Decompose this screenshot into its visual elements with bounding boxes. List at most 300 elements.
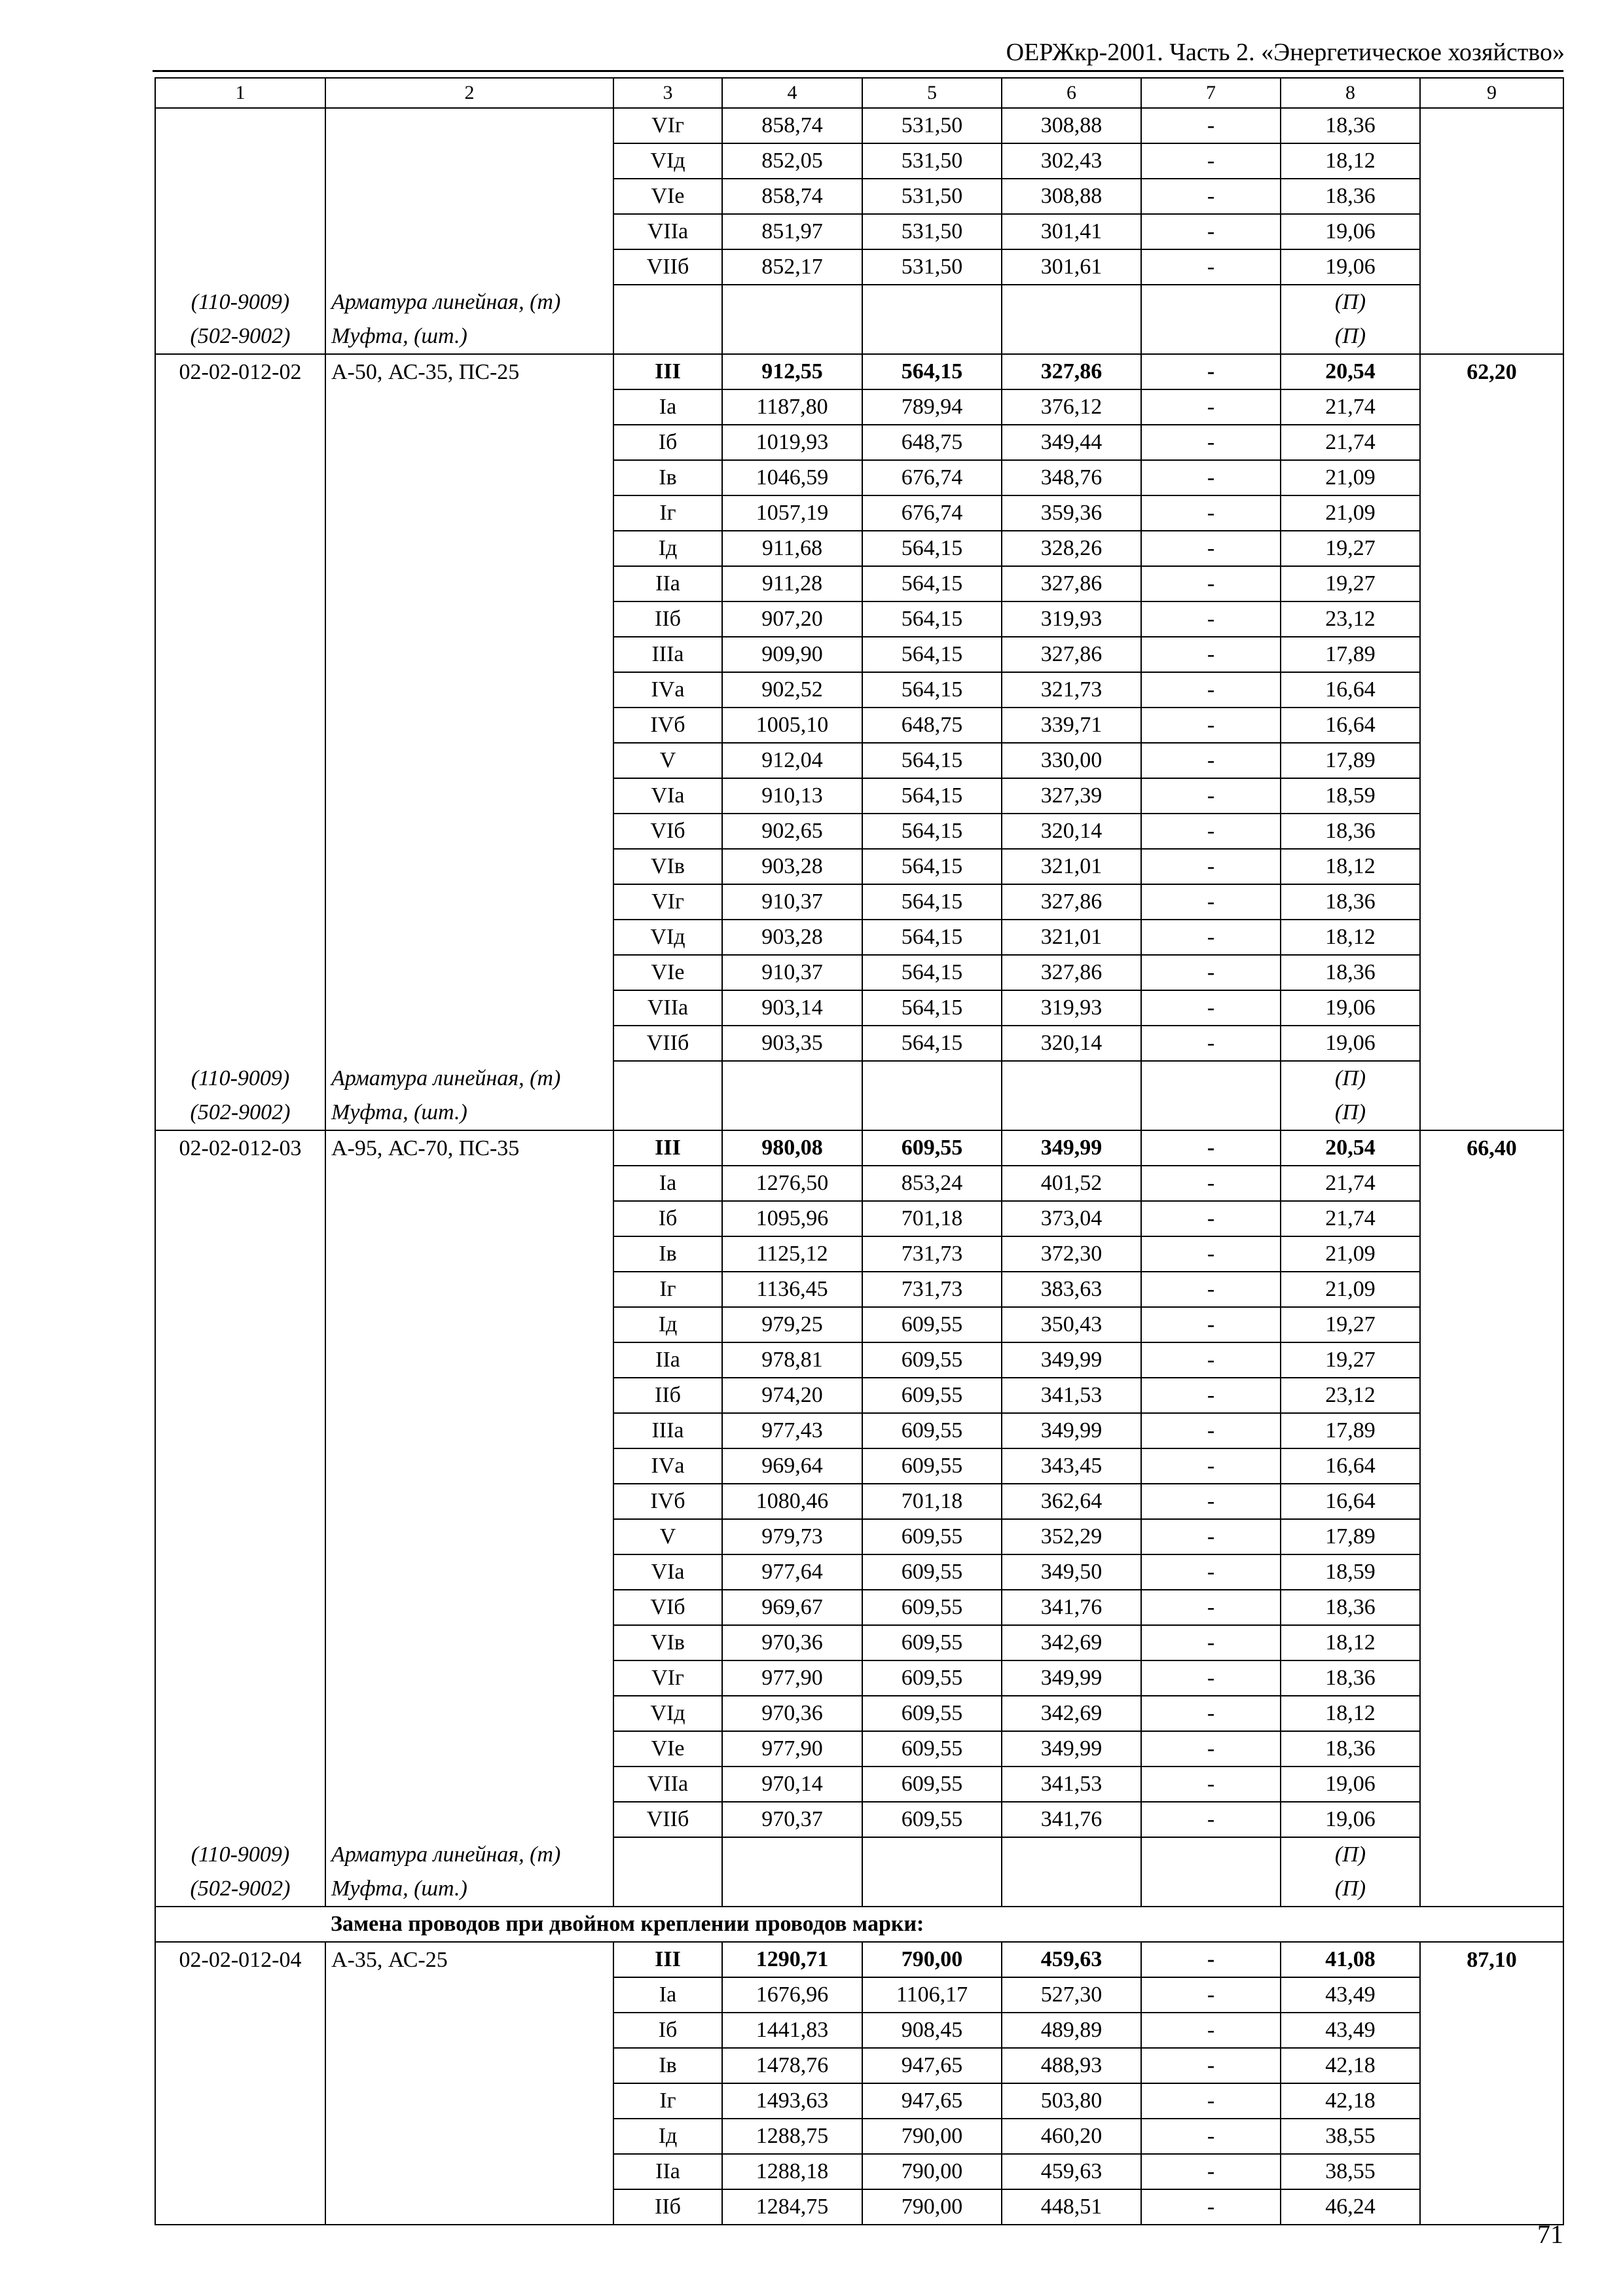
value-col-5: 789,94 xyxy=(862,389,1002,425)
note-empty-col-5 xyxy=(862,1837,1002,1872)
value-col-6: 341,53 xyxy=(1002,1378,1141,1413)
value-col-5: 609,55 xyxy=(862,1342,1002,1378)
value-col-7: - xyxy=(1141,2154,1281,2189)
value-col-6: 372,30 xyxy=(1002,1236,1141,1272)
rate-total: 62,20 xyxy=(1420,354,1563,389)
value-col-4: 903,14 xyxy=(722,990,862,1026)
name-cell xyxy=(325,637,613,672)
name-cell xyxy=(325,1519,613,1554)
total-cell xyxy=(1420,1201,1563,1236)
value-col-6: 342,69 xyxy=(1002,1696,1141,1731)
name-cell xyxy=(325,1977,613,2013)
total-cell xyxy=(1420,1342,1563,1378)
value-col-6: 319,93 xyxy=(1002,601,1141,637)
section-title-row xyxy=(155,1907,1563,1942)
region-code: Iд xyxy=(613,1307,722,1342)
code-cell xyxy=(155,495,325,531)
value-col-8: 19,27 xyxy=(1281,566,1420,601)
name-cell xyxy=(325,1554,613,1590)
code-cell xyxy=(155,2083,325,2119)
value-col-7: - xyxy=(1141,1590,1281,1625)
value-col-5: 731,73 xyxy=(862,1236,1002,1272)
code-cell xyxy=(155,2119,325,2154)
name-cell xyxy=(325,2119,613,2154)
rate-main-row xyxy=(155,1130,1563,1166)
value-col-4: 1276,50 xyxy=(722,1166,862,1201)
code-cell xyxy=(155,1413,325,1448)
table-row xyxy=(155,637,1563,672)
value-col-5: 564,15 xyxy=(862,955,1002,990)
table-row xyxy=(155,1236,1563,1272)
total-cell xyxy=(1420,249,1563,285)
resource-note-row xyxy=(155,1837,1563,1872)
value-col-5: 609,55 xyxy=(862,1802,1002,1837)
value-col-7: - xyxy=(1141,601,1281,637)
value-col-4: 911,68 xyxy=(722,531,862,566)
name-cell xyxy=(325,1448,613,1484)
value-col-8: 18,59 xyxy=(1281,1554,1420,1590)
value-col-8: 23,12 xyxy=(1281,601,1420,637)
resource-unit-type: (П) xyxy=(1281,285,1420,319)
table-row xyxy=(155,2048,1563,2083)
resource-note-row xyxy=(155,1096,1563,1130)
value-col-6: 341,76 xyxy=(1002,1802,1141,1837)
value-col-8: 18,36 xyxy=(1281,814,1420,849)
value-col-4: 1136,45 xyxy=(722,1272,862,1307)
total-cell xyxy=(1420,1413,1563,1448)
value-col-6: 503,80 xyxy=(1002,2083,1141,2119)
column-number-1: 1 xyxy=(155,78,325,108)
value-col-8: 16,64 xyxy=(1281,1448,1420,1484)
region-code: VIг xyxy=(613,1660,722,1696)
resource-note-row xyxy=(155,1061,1563,1096)
resource-code: (110-9009) xyxy=(155,1837,325,1872)
value-col-8: 18,36 xyxy=(1281,884,1420,920)
value-col-5: 947,65 xyxy=(862,2083,1002,2119)
note-empty-col-7 xyxy=(1141,1061,1281,1096)
value-col-5: 609,55 xyxy=(862,1378,1002,1413)
code-cell xyxy=(155,1977,325,2013)
total-cell xyxy=(1420,1484,1563,1519)
table-row xyxy=(155,1342,1563,1378)
code-cell xyxy=(155,179,325,214)
value-col-4: 1288,75 xyxy=(722,2119,862,2154)
value-col-8: 19,06 xyxy=(1281,990,1420,1026)
table-row xyxy=(155,108,1563,143)
region-code: IVб xyxy=(613,708,722,743)
resource-unit-type: (П) xyxy=(1281,1096,1420,1130)
note-empty-col-6 xyxy=(1002,1061,1141,1096)
name-cell xyxy=(325,1660,613,1696)
value-col-6: 321,73 xyxy=(1002,672,1141,708)
name-cell xyxy=(325,249,613,285)
column-number-row xyxy=(155,78,1563,108)
region-code: Iг xyxy=(613,495,722,531)
table-row xyxy=(155,2119,1563,2154)
resource-unit-type: (П) xyxy=(1281,1837,1420,1872)
region-code: Iа xyxy=(613,1166,722,1201)
value-col-5: 564,15 xyxy=(862,920,1002,955)
name-cell xyxy=(325,1484,613,1519)
value-col-6: 327,86 xyxy=(1002,955,1141,990)
rate-main-row xyxy=(155,354,1563,389)
value-col-6: 349,99 xyxy=(1002,1413,1141,1448)
code-cell xyxy=(155,708,325,743)
value-col-4: 1057,19 xyxy=(722,495,862,531)
name-cell xyxy=(325,708,613,743)
resource-unit-type: (П) xyxy=(1281,319,1420,354)
region-code: VIд xyxy=(613,1696,722,1731)
value-col-4: 903,28 xyxy=(722,920,862,955)
value-col-5: 609,55 xyxy=(862,1625,1002,1660)
value-col-6: 350,43 xyxy=(1002,1307,1141,1342)
total-cell xyxy=(1420,425,1563,460)
total-cell xyxy=(1420,495,1563,531)
value-col-7: - xyxy=(1141,1767,1281,1802)
value-col-4: 980,08 xyxy=(722,1130,862,1166)
code-cell xyxy=(155,214,325,249)
region-code: VIIб xyxy=(613,249,722,285)
note-empty-col-3 xyxy=(613,319,722,354)
code-cell xyxy=(155,2013,325,2048)
region-code: VIг xyxy=(613,108,722,143)
value-col-4: 902,65 xyxy=(722,814,862,849)
table-row xyxy=(155,1590,1563,1625)
code-cell xyxy=(155,249,325,285)
name-cell xyxy=(325,814,613,849)
name-cell xyxy=(325,389,613,425)
region-code: VIа xyxy=(613,778,722,814)
value-col-4: 1095,96 xyxy=(722,1201,862,1236)
value-col-6: 352,29 xyxy=(1002,1519,1141,1554)
value-col-7: - xyxy=(1141,1413,1281,1448)
code-cell xyxy=(155,1731,325,1767)
value-col-8: 38,55 xyxy=(1281,2119,1420,2154)
region-code: VIб xyxy=(613,814,722,849)
value-col-7: - xyxy=(1141,2189,1281,2225)
value-col-6: 376,12 xyxy=(1002,389,1141,425)
table-row xyxy=(155,566,1563,601)
total-cell xyxy=(1420,884,1563,920)
name-cell xyxy=(325,1590,613,1625)
value-col-7: - xyxy=(1141,1201,1281,1236)
code-cell xyxy=(155,1272,325,1307)
value-col-4: 852,17 xyxy=(722,249,862,285)
value-col-4: 970,14 xyxy=(722,1767,862,1802)
code-cell xyxy=(155,601,325,637)
header-rule xyxy=(153,70,1563,72)
code-cell xyxy=(155,1342,325,1378)
value-col-6: 321,01 xyxy=(1002,849,1141,884)
region-code: VIб xyxy=(613,1590,722,1625)
value-col-4: 910,37 xyxy=(722,884,862,920)
code-cell xyxy=(155,814,325,849)
value-col-4: 910,37 xyxy=(722,955,862,990)
name-cell xyxy=(325,2083,613,2119)
value-col-5: 908,45 xyxy=(862,2013,1002,2048)
value-col-6: 327,86 xyxy=(1002,637,1141,672)
value-col-8: 19,27 xyxy=(1281,1307,1420,1342)
code-cell xyxy=(155,849,325,884)
name-cell xyxy=(325,143,613,179)
resource-name: Арматура линейная, (т) xyxy=(325,285,613,319)
value-col-7: - xyxy=(1141,1448,1281,1484)
total-cell xyxy=(1420,743,1563,778)
total-cell xyxy=(1420,2119,1563,2154)
region-code: Iа xyxy=(613,389,722,425)
value-col-6: 301,41 xyxy=(1002,214,1141,249)
name-cell xyxy=(325,778,613,814)
total-cell xyxy=(1420,1448,1563,1484)
value-col-4: 1046,59 xyxy=(722,460,862,495)
value-col-8: 21,09 xyxy=(1281,495,1420,531)
name-cell xyxy=(325,743,613,778)
value-col-4: 977,64 xyxy=(722,1554,862,1590)
code-cell xyxy=(155,1307,325,1342)
value-col-8: 43,49 xyxy=(1281,1977,1420,2013)
total-cell xyxy=(1420,1802,1563,1837)
value-col-5: 564,15 xyxy=(862,743,1002,778)
value-col-6: 319,93 xyxy=(1002,990,1141,1026)
value-col-7: - xyxy=(1141,1378,1281,1413)
value-col-5: 676,74 xyxy=(862,460,1002,495)
value-col-6: 339,71 xyxy=(1002,708,1141,743)
region-code: Iд xyxy=(613,2119,722,2154)
total-cell xyxy=(1420,460,1563,495)
table-row xyxy=(155,920,1563,955)
value-col-4: 1005,10 xyxy=(722,708,862,743)
value-col-4: 969,64 xyxy=(722,1448,862,1484)
value-col-7: - xyxy=(1141,108,1281,143)
value-col-5: 701,18 xyxy=(862,1201,1002,1236)
value-col-4: 858,74 xyxy=(722,179,862,214)
table-row xyxy=(155,1977,1563,2013)
name-cell xyxy=(325,1342,613,1378)
value-col-7: - xyxy=(1141,2083,1281,2119)
value-col-5: 790,00 xyxy=(862,2119,1002,2154)
region-code: VIв xyxy=(613,1625,722,1660)
value-col-8: 17,89 xyxy=(1281,743,1420,778)
value-col-7: - xyxy=(1141,708,1281,743)
region-code: Iб xyxy=(613,1201,722,1236)
note-empty-col-5 xyxy=(862,1096,1002,1130)
value-col-5: 531,50 xyxy=(862,143,1002,179)
name-cell xyxy=(325,955,613,990)
value-col-8: 18,12 xyxy=(1281,849,1420,884)
value-col-5: 609,55 xyxy=(862,1767,1002,1802)
table-row xyxy=(155,1413,1563,1448)
region-code: VIд xyxy=(613,920,722,955)
code-cell xyxy=(155,2048,325,2083)
name-cell xyxy=(325,2013,613,2048)
value-col-7: - xyxy=(1141,1130,1281,1166)
value-col-7: - xyxy=(1141,2048,1281,2083)
value-col-5: 609,55 xyxy=(862,1413,1002,1448)
value-col-5: 531,50 xyxy=(862,214,1002,249)
code-cell xyxy=(155,1026,325,1061)
value-col-6: 342,69 xyxy=(1002,1625,1141,1660)
table-row xyxy=(155,1201,1563,1236)
total-cell xyxy=(1420,778,1563,814)
value-col-7: - xyxy=(1141,1554,1281,1590)
value-col-7: - xyxy=(1141,955,1281,990)
total-cell xyxy=(1420,814,1563,849)
total-cell xyxy=(1420,637,1563,672)
value-col-7: - xyxy=(1141,425,1281,460)
value-col-8: 20,54 xyxy=(1281,1130,1420,1166)
total-cell xyxy=(1420,1307,1563,1342)
value-col-4: 910,13 xyxy=(722,778,862,814)
value-col-8: 18,12 xyxy=(1281,1625,1420,1660)
code-cell xyxy=(155,1660,325,1696)
value-col-7: - xyxy=(1141,1342,1281,1378)
name-cell xyxy=(325,2048,613,2083)
code-cell xyxy=(155,1590,325,1625)
rate-main-row xyxy=(155,1942,1563,1977)
value-col-5: 1106,17 xyxy=(862,1977,1002,2013)
code-cell xyxy=(155,1448,325,1484)
code-cell xyxy=(155,672,325,708)
value-col-6: 349,99 xyxy=(1002,1130,1141,1166)
name-cell xyxy=(325,1696,613,1731)
name-cell xyxy=(325,108,613,143)
value-col-4: 911,28 xyxy=(722,566,862,601)
code-cell xyxy=(155,108,325,143)
total-cell xyxy=(1420,1731,1563,1767)
rate-name: А-35, АС-25 xyxy=(325,1942,613,1977)
total-cell xyxy=(1420,1061,1563,1096)
value-col-5: 790,00 xyxy=(862,1942,1002,1977)
value-col-5: 531,50 xyxy=(862,108,1002,143)
region-code: VIд xyxy=(613,143,722,179)
value-col-4: 970,37 xyxy=(722,1802,862,1837)
value-col-4: 977,90 xyxy=(722,1731,862,1767)
value-col-6: 349,99 xyxy=(1002,1342,1141,1378)
code-cell xyxy=(155,990,325,1026)
value-col-8: 18,36 xyxy=(1281,108,1420,143)
name-cell xyxy=(325,425,613,460)
code-cell xyxy=(155,1767,325,1802)
name-cell xyxy=(325,1767,613,1802)
value-col-7: - xyxy=(1141,179,1281,214)
code-cell xyxy=(155,955,325,990)
region-code: VIIб xyxy=(613,1802,722,1837)
note-empty-col-7 xyxy=(1141,319,1281,354)
value-col-5: 648,75 xyxy=(862,425,1002,460)
code-cell xyxy=(155,389,325,425)
table-row xyxy=(155,425,1563,460)
table-row xyxy=(155,672,1563,708)
note-empty-col-4 xyxy=(722,319,862,354)
code-cell xyxy=(155,1236,325,1272)
region-code: VIIа xyxy=(613,990,722,1026)
value-col-5: 609,55 xyxy=(862,1554,1002,1590)
note-empty-col-3 xyxy=(613,1096,722,1130)
region-code: V xyxy=(613,743,722,778)
code-cell xyxy=(155,778,325,814)
value-col-8: 17,89 xyxy=(1281,637,1420,672)
region-code: IVб xyxy=(613,1484,722,1519)
value-col-8: 19,06 xyxy=(1281,214,1420,249)
note-empty-col-4 xyxy=(722,1837,862,1872)
table-row xyxy=(155,2013,1563,2048)
value-col-7: - xyxy=(1141,814,1281,849)
total-cell xyxy=(1420,1767,1563,1802)
value-col-7: - xyxy=(1141,1660,1281,1696)
value-col-5: 609,55 xyxy=(862,1519,1002,1554)
value-col-5: 609,55 xyxy=(862,1696,1002,1731)
resource-code: (110-9009) xyxy=(155,1061,325,1096)
total-cell xyxy=(1420,389,1563,425)
value-col-8: 46,24 xyxy=(1281,2189,1420,2225)
note-empty-col-6 xyxy=(1002,1096,1141,1130)
value-col-8: 18,36 xyxy=(1281,1660,1420,1696)
value-col-6: 301,61 xyxy=(1002,249,1141,285)
region-code: VIв xyxy=(613,849,722,884)
note-empty-col-5 xyxy=(862,1061,1002,1096)
value-col-5: 609,55 xyxy=(862,1731,1002,1767)
table-body xyxy=(155,78,1563,2225)
total-cell xyxy=(1420,108,1563,143)
name-cell xyxy=(325,1166,613,1201)
region-code: Iа xyxy=(613,1977,722,2013)
code-cell xyxy=(155,460,325,495)
value-col-4: 902,52 xyxy=(722,672,862,708)
table-row xyxy=(155,1448,1563,1484)
value-col-8: 18,12 xyxy=(1281,1696,1420,1731)
total-cell xyxy=(1420,1977,1563,2013)
total-cell xyxy=(1420,2013,1563,2048)
region-code: VIе xyxy=(613,179,722,214)
value-col-8: 19,27 xyxy=(1281,531,1420,566)
resource-note-row xyxy=(155,319,1563,354)
value-col-5: 648,75 xyxy=(862,708,1002,743)
rate-name: А-95, АС-70, ПС-35 xyxy=(325,1130,613,1166)
value-col-8: 19,06 xyxy=(1281,249,1420,285)
total-cell xyxy=(1420,1272,1563,1307)
code-cell xyxy=(155,425,325,460)
name-cell xyxy=(325,601,613,637)
value-col-4: 1290,71 xyxy=(722,1942,862,1977)
value-col-5: 853,24 xyxy=(862,1166,1002,1201)
value-col-6: 343,45 xyxy=(1002,1448,1141,1484)
value-col-8: 16,64 xyxy=(1281,708,1420,743)
code-cell xyxy=(155,1519,325,1554)
value-col-8: 18,36 xyxy=(1281,1590,1420,1625)
code-cell xyxy=(155,743,325,778)
value-col-8: 18,36 xyxy=(1281,955,1420,990)
value-col-8: 18,36 xyxy=(1281,179,1420,214)
name-cell xyxy=(325,1201,613,1236)
value-col-7: - xyxy=(1141,884,1281,920)
code-cell xyxy=(155,531,325,566)
name-cell xyxy=(325,1625,613,1660)
total-cell xyxy=(1420,285,1563,319)
region-code: IIIа xyxy=(613,637,722,672)
value-col-5: 564,15 xyxy=(862,849,1002,884)
value-col-8: 38,55 xyxy=(1281,2154,1420,2189)
value-col-4: 1187,80 xyxy=(722,389,862,425)
code-cell xyxy=(155,1378,325,1413)
total-cell xyxy=(1420,143,1563,179)
code-cell xyxy=(155,1554,325,1590)
value-col-6: 401,52 xyxy=(1002,1166,1141,1201)
table-row xyxy=(155,955,1563,990)
resource-code: (502-9002) xyxy=(155,1096,325,1130)
resource-name: Муфта, (шт.) xyxy=(325,1096,613,1130)
region-code: IIб xyxy=(613,1378,722,1413)
resource-unit-type: (П) xyxy=(1281,1061,1420,1096)
